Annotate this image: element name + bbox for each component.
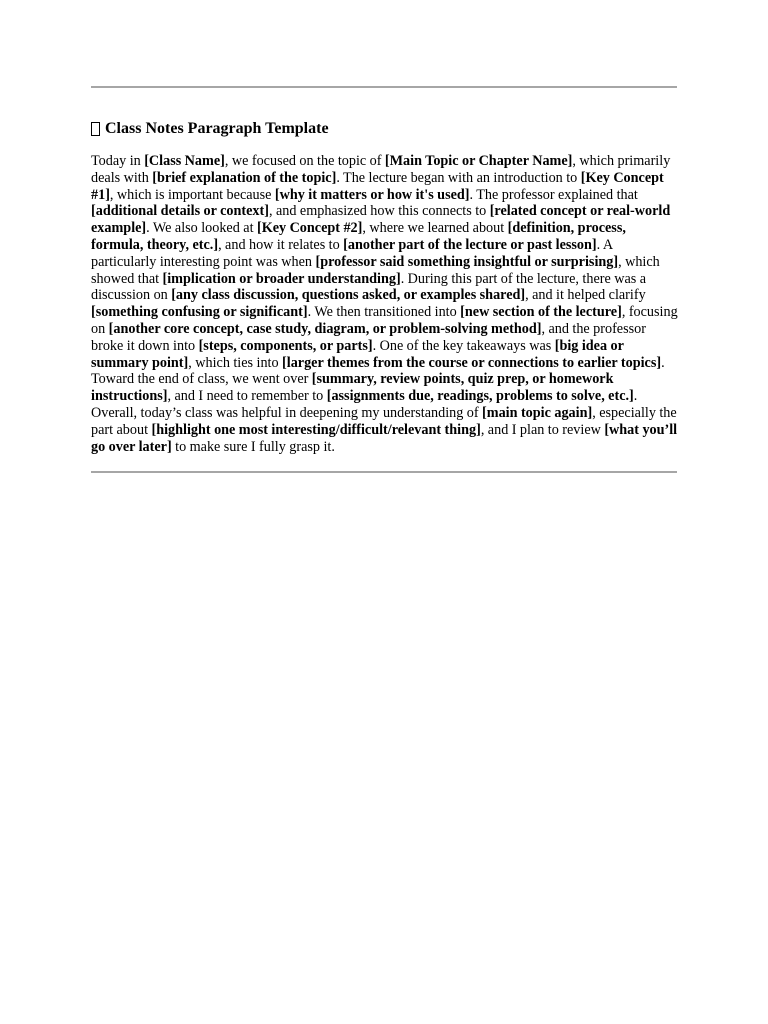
- paragraph-text: , and it helped clarify: [525, 287, 646, 304]
- paragraph-text: , focusing on: [91, 304, 678, 337]
- bottom-divider: [91, 471, 677, 473]
- paragraph-text: . We then transitioned into: [307, 304, 461, 321]
- placeholder-text: [summary, review points, quiz prep, or homework instructions]: [91, 371, 614, 405]
- paragraph-text: , and emphasized how this connects to: [268, 203, 490, 220]
- paragraph-text: . We also looked at: [146, 220, 257, 237]
- placeholder-text: [related concept or real-world example]: [91, 203, 671, 237]
- paragraph-text: Today in: [91, 153, 145, 169]
- paragraph-text: , especially the part about: [91, 404, 677, 438]
- document-heading: [91, 119, 677, 139]
- paragraph-text: , where we learned about: [362, 220, 508, 237]
- paragraph-text: , and the professor broke it down into: [91, 320, 646, 354]
- heading-text: Class Notes Paragraph Template: [105, 120, 329, 137]
- placeholder-text: [professor said something insightful or surprising]: [315, 253, 619, 270]
- placeholder-text: [brief explanation of the topic]: [152, 169, 337, 186]
- paragraph-text: , which primarily deals with: [91, 153, 671, 186]
- placeholder-text: [why it matters or how it's used]: [274, 186, 470, 203]
- paragraph-text: . Toward the end of class, we went over: [91, 354, 665, 388]
- paragraph-text: to make sure I fully grasp it.: [171, 438, 335, 455]
- paragraph-text: . One of the key takeaways was: [372, 337, 555, 354]
- placeholder-text: [something confusing or significant]: [91, 304, 308, 321]
- placeholder-text: [steps, components, or parts]: [198, 337, 373, 354]
- paragraph-text: , which is important because: [109, 186, 275, 203]
- paragraph-text: , we focused on the topic of: [224, 153, 385, 169]
- template-paragraph: [91, 153, 681, 455]
- placeholder-text: [what you’ll go over later]: [91, 421, 678, 455]
- paragraph-text: . Overall, today’s class was helpful in deepening my understanding of: [91, 388, 638, 421]
- placeholder-text: [Key Concept #1]: [91, 169, 664, 203]
- paragraph-text: , which ties into: [188, 354, 283, 371]
- placeholder-text: [Class Name]: [144, 153, 225, 169]
- placeholder-text: [Key Concept #2]: [256, 220, 363, 237]
- missing-glyph-icon: [91, 122, 100, 136]
- placeholder-text: [highlight one most interesting/difficult/relevant thing]: [151, 421, 481, 438]
- placeholder-text: [big idea or summary point]: [91, 337, 624, 371]
- placeholder-text: [another part of the lecture or past lesson]: [343, 236, 597, 253]
- paragraph-text: . During this part of the lecture, there was a discussion on: [91, 270, 647, 304]
- placeholder-text: [implication or broader understanding]: [162, 270, 401, 287]
- document-page: [91, 86, 677, 473]
- paragraph-text: . A particularly interesting point was when: [91, 236, 613, 270]
- placeholder-text: [any class discussion, questions asked, or examples shared]: [171, 287, 526, 304]
- placeholder-text: [additional details or context]: [91, 203, 269, 220]
- paragraph-text: , and I need to remember to: [167, 388, 327, 405]
- paragraph-text: , and how it relates to: [218, 236, 344, 253]
- placeholder-text: [larger themes from the course or connections to earlier topics]: [282, 354, 662, 371]
- paragraph-text: , and I plan to review: [480, 421, 605, 438]
- placeholder-text: [main topic again]: [482, 404, 593, 421]
- placeholder-text: [new section of the lecture]: [460, 304, 622, 321]
- paragraph-text: . The professor explained that: [469, 186, 638, 203]
- paragraph-text: , which showed that: [91, 253, 660, 287]
- placeholder-text: [definition, process, formula, theory, etc.]: [91, 220, 626, 253]
- placeholder-text: [another core concept, case study, diagram, or problem-solving method]: [108, 320, 542, 337]
- placeholder-text: [assignments due, readings, problems to solve, etc.]: [326, 388, 634, 405]
- paragraph-text: . The lecture began with an introduction to: [336, 169, 581, 186]
- placeholder-text: [Main Topic or Chapter Name]: [384, 153, 573, 169]
- top-divider: [91, 86, 677, 88]
